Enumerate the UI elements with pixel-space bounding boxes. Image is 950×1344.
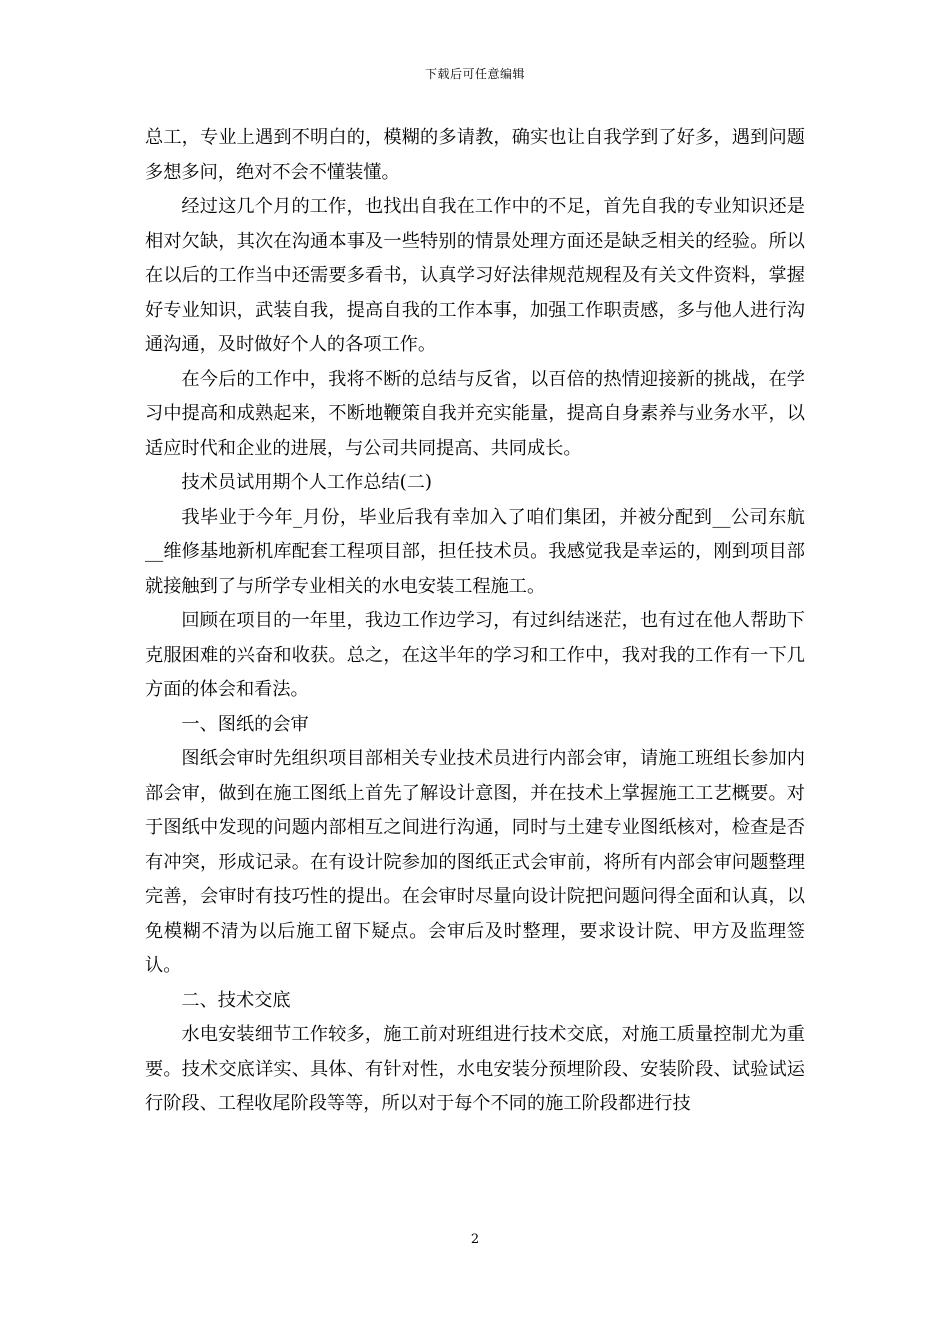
header-text: 下载后可任意编辑: [424, 67, 525, 81]
section-heading: 一、图纸的会审: [181, 713, 309, 735]
page-footer: [0, 1232, 950, 1248]
section-title: 技术员试用期个人工作总结(二): [181, 472, 433, 493]
document-body: [145, 121, 805, 1122]
page-header: [0, 66, 950, 82]
paragraph: 经过这几个月的工作，也找出自我在工作中的不足，首先自我的专业知识还是相对欠缺，其次在沟通本事及一些特别的情景处理方面还是缺乏相关的经验。所以在以后的工作当中还需要多看书，认真学习好法律规范规程及有关文件资料，掌握好专业知识，武装自我，提高自我的工作本事，加强工作职责感，多与他人进行沟通沟通，及时做好个人的各项工作。: [145, 196, 805, 355]
paragraph: 我毕业于今年_月份，毕业后我有幸加入了咱们集团，并被分配到__公司东航__维修基地新机库配套工程项目部，担任技术员。我感觉我是幸运的，刚到项目部就接触到了与所学专业相关的水电安装工程施工。: [145, 506, 805, 597]
paragraph: 图纸会审时先组织项目部相关专业技术员进行内部会审，请施工班组长参加内部会审，做到在施工图纸上首先了解设计意图，并在技术上掌握施工工艺概要。对于图纸中发现的问题内部相互之间进行沟通，同时与土建专业图纸核对，检查是否有冲突，形成记录。在有设计院参加的图纸正式会审前，将所有内部会审问题整理完善，会审时有技巧性的提出。在会审时尽量向设计院把问题问得全面和认真，以免模糊不清为以后施工留下疑点。会审后及时整理，要求设计院、甲方及监理签认。: [145, 748, 805, 976]
paragraph: 总工，专业上遇到不明白的，模糊的多请教，确实也让自我学到了好多，遇到问题多想多问，绝对不会不懂装懂。: [145, 127, 805, 183]
page-number: 2: [470, 1232, 480, 1247]
paragraph: 在今后的工作中，我将不断的总结与反省，以百倍的热情迎接新的挑战，在学习中提高和成熟起来，不断地鞭策自我并充实能量，提高自身素养与业务水平，以适应时代和企业的进展，与公司共同提高、共同成长。: [145, 368, 805, 459]
paragraph: 水电安装细节工作较多，施工前对班组进行技术交底，对施工质量控制尤为重要。技术交底详实、具体、有针对性，水电安装分预埋阶段、安装阶段、试验试运行阶段、工程收尾阶段等等，所以对于每个不同的施工阶段都进行技: [145, 1024, 805, 1114]
paragraph: 回顾在项目的一年里，我边工作边学习，有过纠结迷茫，也有过在他人帮助下克服困难的兴奋和收获。总之，在这半年的学习和工作中，我对我的工作有一下几方面的体会和看法。: [145, 610, 805, 700]
section-heading: 二、技术交底: [181, 989, 291, 1011]
